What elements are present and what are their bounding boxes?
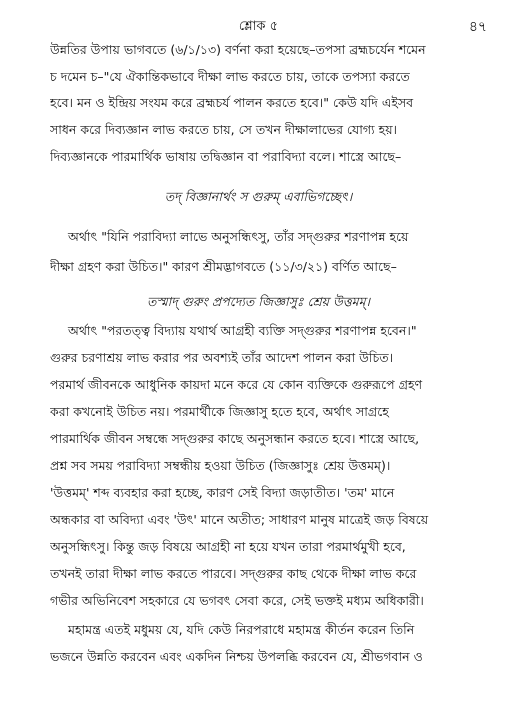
text-line: গভীর অভিনিবেশ সহকারে যে ভগবৎ সেবা করে, সেই ভক্তই মধ্যম অধিকারী। — [50, 593, 424, 608]
verse-heading: শ্লোক ৫ — [238, 19, 279, 34]
text-line: দিব্যজ্ঞানকে পারমার্থিক ভাষায় তদ্বিজ্ঞান বা পরাবিদ্যা বলে। শাস্ত্রে আছে– — [50, 149, 402, 164]
text-line: পারমার্থিক জীবন সম্বন্ধে সদ্গুরুর কাছে অনুসন্ধান করতে হবে। শাস্ত্রে আছে, — [50, 431, 420, 446]
text-line: হবে। মন ও ইন্দ্রিয় সংযম করে ব্রহ্মচর্য পালন করতে হবে।" কেউ যদি এইসব — [50, 95, 414, 110]
text-line: প্রশ্ন সব সময় পরাবিদ্যা সম্বন্ধীয় হওয়া উচিত (জিজ্ঞাসুঃ শ্রেয় উত্তমম্)। — [50, 458, 391, 473]
sanskrit-verse: তস্মাদ্ গুরুং প্রপদ্যেত জিজ্ঞাসুঃ শ্রেয় উত্তমম্। — [146, 294, 371, 309]
text-line: চ দমেন চ–"যে ঐকান্তিকভাবে দীক্ষা লাভ করতে চায়, তাকে তপস্যা করতে — [50, 69, 410, 84]
text-line: মহামন্ত্র এতই মধুময় যে, যদি কেউ নিরপরাধে মহামন্ত্র কীর্তন করেন তিনি — [68, 622, 415, 637]
text-line: উন্নতির উপায় ভাগবতে (৬/১/১৩) বর্ণনা করা হয়েছে–তপসা ব্রহ্মচর্যেন শমেন — [50, 42, 426, 57]
text-line: সাধন করে দিব্যজ্ঞান লাভ করতে চায়, সে তখন দীক্ষালাভের যোগ্য হয়। — [50, 122, 398, 137]
text-line: তখনই তারা দীক্ষা লাভ করতে পারবে। সদ্গুরুর কাছ থেকে দীক্ষা লাভ করে — [50, 566, 417, 581]
text-line: করা কখনোই উচিত নয়। পরমার্থীকে জিজ্ঞাসু হতে হবে, অর্থাৎ সাগ্রহে — [50, 404, 389, 419]
text-line: দীক্ষা গ্রহণ করা উচিত।" কারণ শ্রীমদ্ভাগবতে (১১/৩/২১) বর্ণিত আছে– — [50, 259, 397, 274]
text-line: অর্থাৎ "পরতত্ত্ব বিদ্যায় যথার্থ আগ্রহী ব্যক্তি সদ্গুরুর শরণাপন্ন হবেন।" — [68, 323, 417, 338]
text-line: অর্থাৎ "যিনি পরাবিদ্যা লাভে অনুসন্ধিৎসু, তাঁর সদ্গুরুর শরণাপন্ন হয়ে — [68, 229, 409, 244]
text-line: গুরুর চরণাশ্রয় লাভ করার পর অবশ্যই তাঁর আদেশ পালন করা উচিত। — [50, 350, 394, 365]
text-line: অনুসন্ধিৎসু। কিন্তু জড় বিষয়ে আগ্রহী না হয়ে যখন তারা পরমার্থমুখী হবে, — [50, 539, 406, 554]
text-line: ভজনে উন্নতি করবেন এবং একদিন নিশ্চয় উপলব্ধি করবেন যে, শ্রীভগবান ও — [50, 649, 423, 664]
page-header — [0, 16, 517, 38]
sanskrit-verse: তদ্ বিজ্ঞানার্থং স গুরুম্ এবাভিগচ্ছেৎ। — [164, 189, 353, 204]
text-line: অন্ধকার বা অবিদ্যা এবং 'উৎ' মানে অতীত; সাধারণ মানুষ মাত্রেই জড় বিষয়ে — [50, 512, 429, 527]
page-number: ৪৭ — [468, 19, 487, 35]
text-line: 'উত্তমম্' শব্দ ব্যবহার করা হচ্ছে, কারণ সেই বিদ্যা জড়াতীত। 'তম' মানে — [50, 485, 395, 500]
text-line: পরমার্থ জীবনকে আধুনিক কায়দা মনে করে যে কোন ব্যক্তিকে গুরুরূপে গ্রহণ — [50, 377, 423, 392]
